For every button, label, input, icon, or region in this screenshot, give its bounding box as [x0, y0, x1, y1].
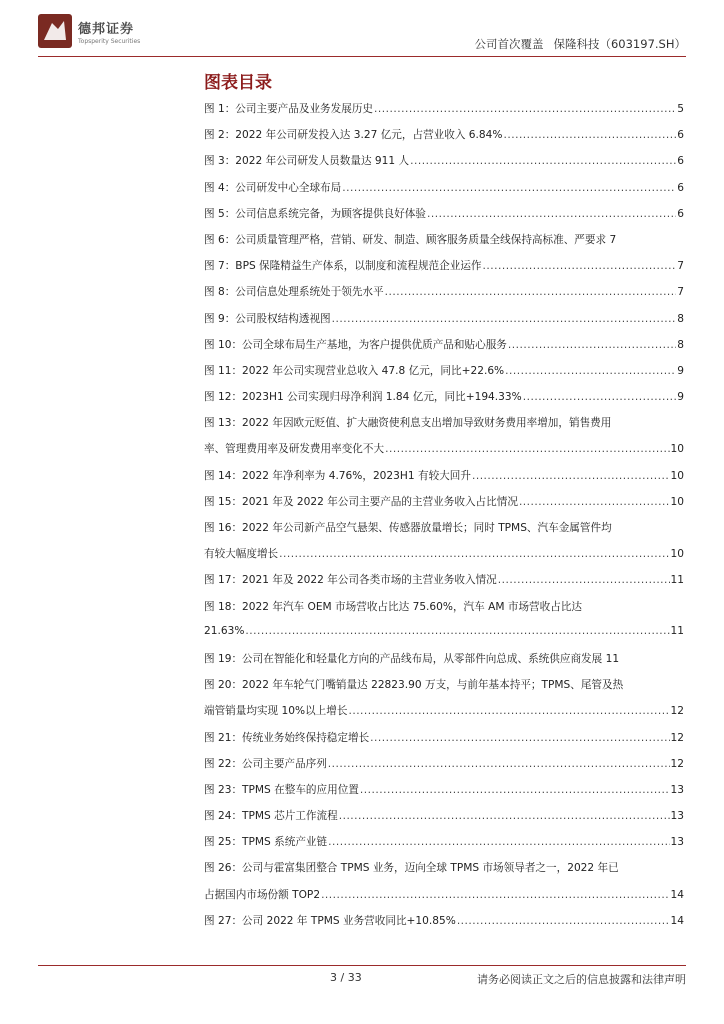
toc-entry-text: 图 2：2022 年公司研发投入达 3.27 亿元，占营业收入 6.84% — [204, 129, 503, 142]
toc-entry-text: 图 14：2022 年净利率为 4.76%，2023H1 有较大回升 — [204, 469, 471, 482]
toc-entry-page: 14 — [670, 888, 684, 901]
toc-entry[interactable] — [204, 860, 684, 886]
toc-entry-text: 图 18：2022 年汽车 OEM 市场营收占比达 75.60%，汽车 AM 市场营收占比达 — [204, 600, 583, 613]
toc-entry-page: 6 — [677, 129, 684, 142]
toc-entry-text: 图 26：公司与霍富集团整合 TPMS 业务，迈向全球 TPMS 市场领导者之一，2022 年已 — [204, 862, 619, 875]
toc-entry-text: 图 15：2021 年及 2022 年公司主要产品的主营业务收入占比情况 — [204, 495, 518, 508]
toc-leader-dots — [483, 260, 677, 272]
toc-entry[interactable] — [204, 599, 684, 625]
toc-entry[interactable] — [204, 834, 684, 860]
toc-entry-page: 12 — [670, 705, 684, 718]
legal-disclaimer: 请务必阅读正文之后的信息披露和法律声明 — [477, 973, 686, 986]
toc-entry[interactable] — [204, 127, 684, 153]
toc-title: 图表目录 — [204, 73, 272, 93]
toc-entry-page: 12 — [670, 731, 684, 744]
toc-entry[interactable] — [204, 520, 684, 546]
company-logo — [38, 14, 140, 48]
toc-entry[interactable] — [204, 651, 684, 677]
toc-entry-text: 图 11：2022 年公司实现营业总收入 47.8 亿元，同比+22.6% — [204, 364, 505, 377]
toc-entry-text: 端管销量均实现 10%以上增长 — [204, 705, 348, 718]
toc-entry[interactable] — [204, 284, 684, 310]
logo-icon — [38, 14, 72, 48]
toc-entry-page: 7 — [677, 286, 684, 299]
toc-entry-text: 有较大幅度增长 — [204, 548, 279, 561]
report-type: 公司首次覆盖 — [474, 37, 544, 51]
toc-entry[interactable] — [204, 389, 684, 415]
toc-leader-dots — [348, 705, 669, 717]
toc-entry-text: 图 20：2022 年车轮气门嘴销量达 22823.90 万支，与前年基本持平；TPMS、尾管及热 — [204, 679, 624, 692]
toc-leader-dots — [360, 784, 670, 796]
toc-entry[interactable] — [204, 494, 684, 520]
toc-entry[interactable] — [204, 808, 684, 834]
toc-leader-dots — [332, 313, 677, 325]
toc-leader-dots — [508, 339, 676, 351]
toc-leader-dots — [472, 470, 670, 482]
toc-entry-text: 图 1：公司主要产品及业务发展历史 — [204, 103, 374, 115]
toc-entry[interactable] — [204, 677, 684, 703]
toc-leader-dots — [385, 286, 677, 298]
toc-entry-page: 10 — [670, 495, 684, 508]
logo-subtitle: Topsperity Securities — [78, 37, 141, 45]
toc-entry-text: 图 17：2021 年及 2022 年公司各类市场的主营业务收入情况 — [204, 574, 497, 587]
toc-entry[interactable] — [204, 625, 684, 651]
toc-leader-dots — [519, 496, 670, 508]
toc-entry[interactable] — [204, 363, 684, 389]
toc-leader-dots — [498, 574, 670, 586]
toc-entry[interactable] — [204, 258, 684, 284]
toc-list — [204, 101, 684, 939]
toc-entry-text: 图 5：公司信息系统完备，为顾客提供良好体验 — [204, 207, 426, 220]
toc-entry-text: 图 13：2022 年因欧元贬值、扩大融资使利息支出增加导致财务费用率增加，销售费用 — [204, 417, 612, 430]
toc-leader-dots — [321, 889, 669, 901]
toc-entry[interactable] — [204, 337, 684, 363]
toc-entry-text: 图 9：公司股权结构透视图 — [204, 312, 331, 325]
toc-leader-dots — [279, 548, 669, 560]
toc-leader-dots — [328, 836, 669, 848]
report-header — [474, 36, 686, 52]
toc-leader-dots — [505, 365, 676, 377]
toc-leader-dots — [339, 810, 670, 822]
toc-entry-page: 10 — [670, 469, 684, 482]
toc-entry-text: 图 12：2023H1 公司实现归母净利润 1.84 亿元，同比+194.33% — [204, 391, 522, 404]
toc-leader-dots — [503, 129, 676, 141]
toc-entry-text: 图 25：TPMS 系统产业链 — [204, 836, 328, 849]
toc-entry-page: 7 — [677, 260, 684, 273]
toc-entry[interactable] — [204, 546, 684, 572]
toc-entry-text: 图 8：公司信息处理系统处于领先水平 — [204, 286, 384, 299]
toc-entry[interactable] — [204, 782, 684, 808]
toc-leader-dots — [457, 915, 670, 927]
toc-entry-text: 占据国内市场份额 TOP2 — [204, 888, 321, 901]
toc-leader-dots — [523, 391, 677, 403]
toc-entry[interactable] — [204, 180, 684, 206]
toc-entry-text: 图 4：公司研发中心全球布局 — [204, 181, 342, 194]
toc-entry-text: 图 27：公司 2022 年 TPMS 业务营收同比+10.85% — [204, 914, 456, 927]
toc-entry[interactable] — [204, 415, 684, 441]
toc-leader-dots — [245, 625, 669, 637]
toc-entry-page: 11 — [670, 624, 684, 637]
toc-entry-page: 6 — [677, 155, 684, 168]
toc-leader-dots — [427, 208, 676, 220]
toc-leader-dots — [374, 103, 676, 115]
toc-entry[interactable] — [204, 101, 684, 127]
toc-entry-text: 图 6：公司质量管理严格，营销、研发、制造、顾客服务质量全线保持高标准、严要求 7 — [204, 233, 617, 246]
toc-entry-page: 6 — [677, 207, 684, 220]
toc-entry[interactable] — [204, 572, 684, 598]
toc-entry-page: 14 — [670, 914, 684, 927]
toc-entry[interactable] — [204, 756, 684, 782]
toc-entry[interactable] — [204, 441, 684, 467]
toc-entry-page: 13 — [670, 810, 684, 823]
toc-entry-page: 13 — [670, 783, 684, 796]
toc-entry-text: 21.63% — [204, 624, 245, 637]
toc-leader-dots — [370, 732, 669, 744]
toc-entry[interactable] — [204, 153, 684, 179]
toc-entry[interactable] — [204, 913, 684, 939]
toc-entry-page: 13 — [670, 836, 684, 849]
toc-leader-dots — [385, 443, 669, 455]
toc-entry-text: 图 22：公司主要产品序列 — [204, 757, 327, 770]
toc-entry-page: 8 — [677, 312, 684, 325]
toc-entry[interactable] — [204, 311, 684, 337]
toc-entry[interactable] — [204, 730, 684, 756]
toc-entry-page: 10 — [670, 548, 684, 561]
toc-entry[interactable] — [204, 232, 684, 258]
toc-entry[interactable] — [204, 206, 684, 232]
toc-entry-text: 图 3：2022 年公司研发人员数量达 911 人 — [204, 155, 410, 168]
toc-entry[interactable] — [204, 887, 684, 913]
toc-entry-text: 图 7：BPS 保隆精益生产体系，以制度和流程规范企业运作 — [204, 260, 482, 273]
page-number: 3 / 33 — [330, 971, 362, 984]
toc-entry-page: 11 — [670, 574, 684, 587]
toc-entry-text: 图 16：2022 年公司新产品空气悬架、传感器放量增长；同时 TPMS、汽车金属管件均 — [204, 522, 612, 534]
toc-entry-text: 图 24：TPMS 芯片工作流程 — [204, 810, 338, 823]
toc-entry-text: 图 21：传统业务始终保持稳定增长 — [204, 731, 370, 744]
toc-entry-text: 率、管理费用率及研发费用率变化不大 — [204, 443, 385, 456]
toc-entry-page: 6 — [677, 181, 684, 194]
header-divider — [38, 56, 686, 57]
toc-entry-page: 9 — [677, 364, 684, 377]
toc-entry-page: 8 — [677, 338, 684, 351]
company-ticker: 保隆科技（603197.SH） — [553, 37, 686, 51]
toc-entry-text: 图 19：公司在智能化和轻量化方向的产品线布局，从零部件向总成、系统供应商发展 11 — [204, 652, 620, 665]
toc-entry-text: 图 23：TPMS 在整车的应用位置 — [204, 783, 359, 796]
footer-divider — [38, 965, 686, 966]
toc-leader-dots — [410, 155, 676, 167]
toc-entry-page: 10 — [670, 443, 684, 456]
toc-leader-dots — [328, 758, 670, 770]
toc-entry[interactable] — [204, 468, 684, 494]
toc-entry-text: 图 10：公司全球布局生产基地，为客户提供优质产品和贴心服务 — [204, 338, 507, 351]
toc-entry-page: 12 — [670, 757, 684, 770]
toc-entry-page: 5 — [677, 103, 684, 115]
toc-entry[interactable] — [204, 703, 684, 729]
logo-name: 德邦证券 — [78, 21, 135, 37]
toc-leader-dots — [342, 182, 676, 194]
toc-entry-page: 9 — [677, 391, 684, 404]
